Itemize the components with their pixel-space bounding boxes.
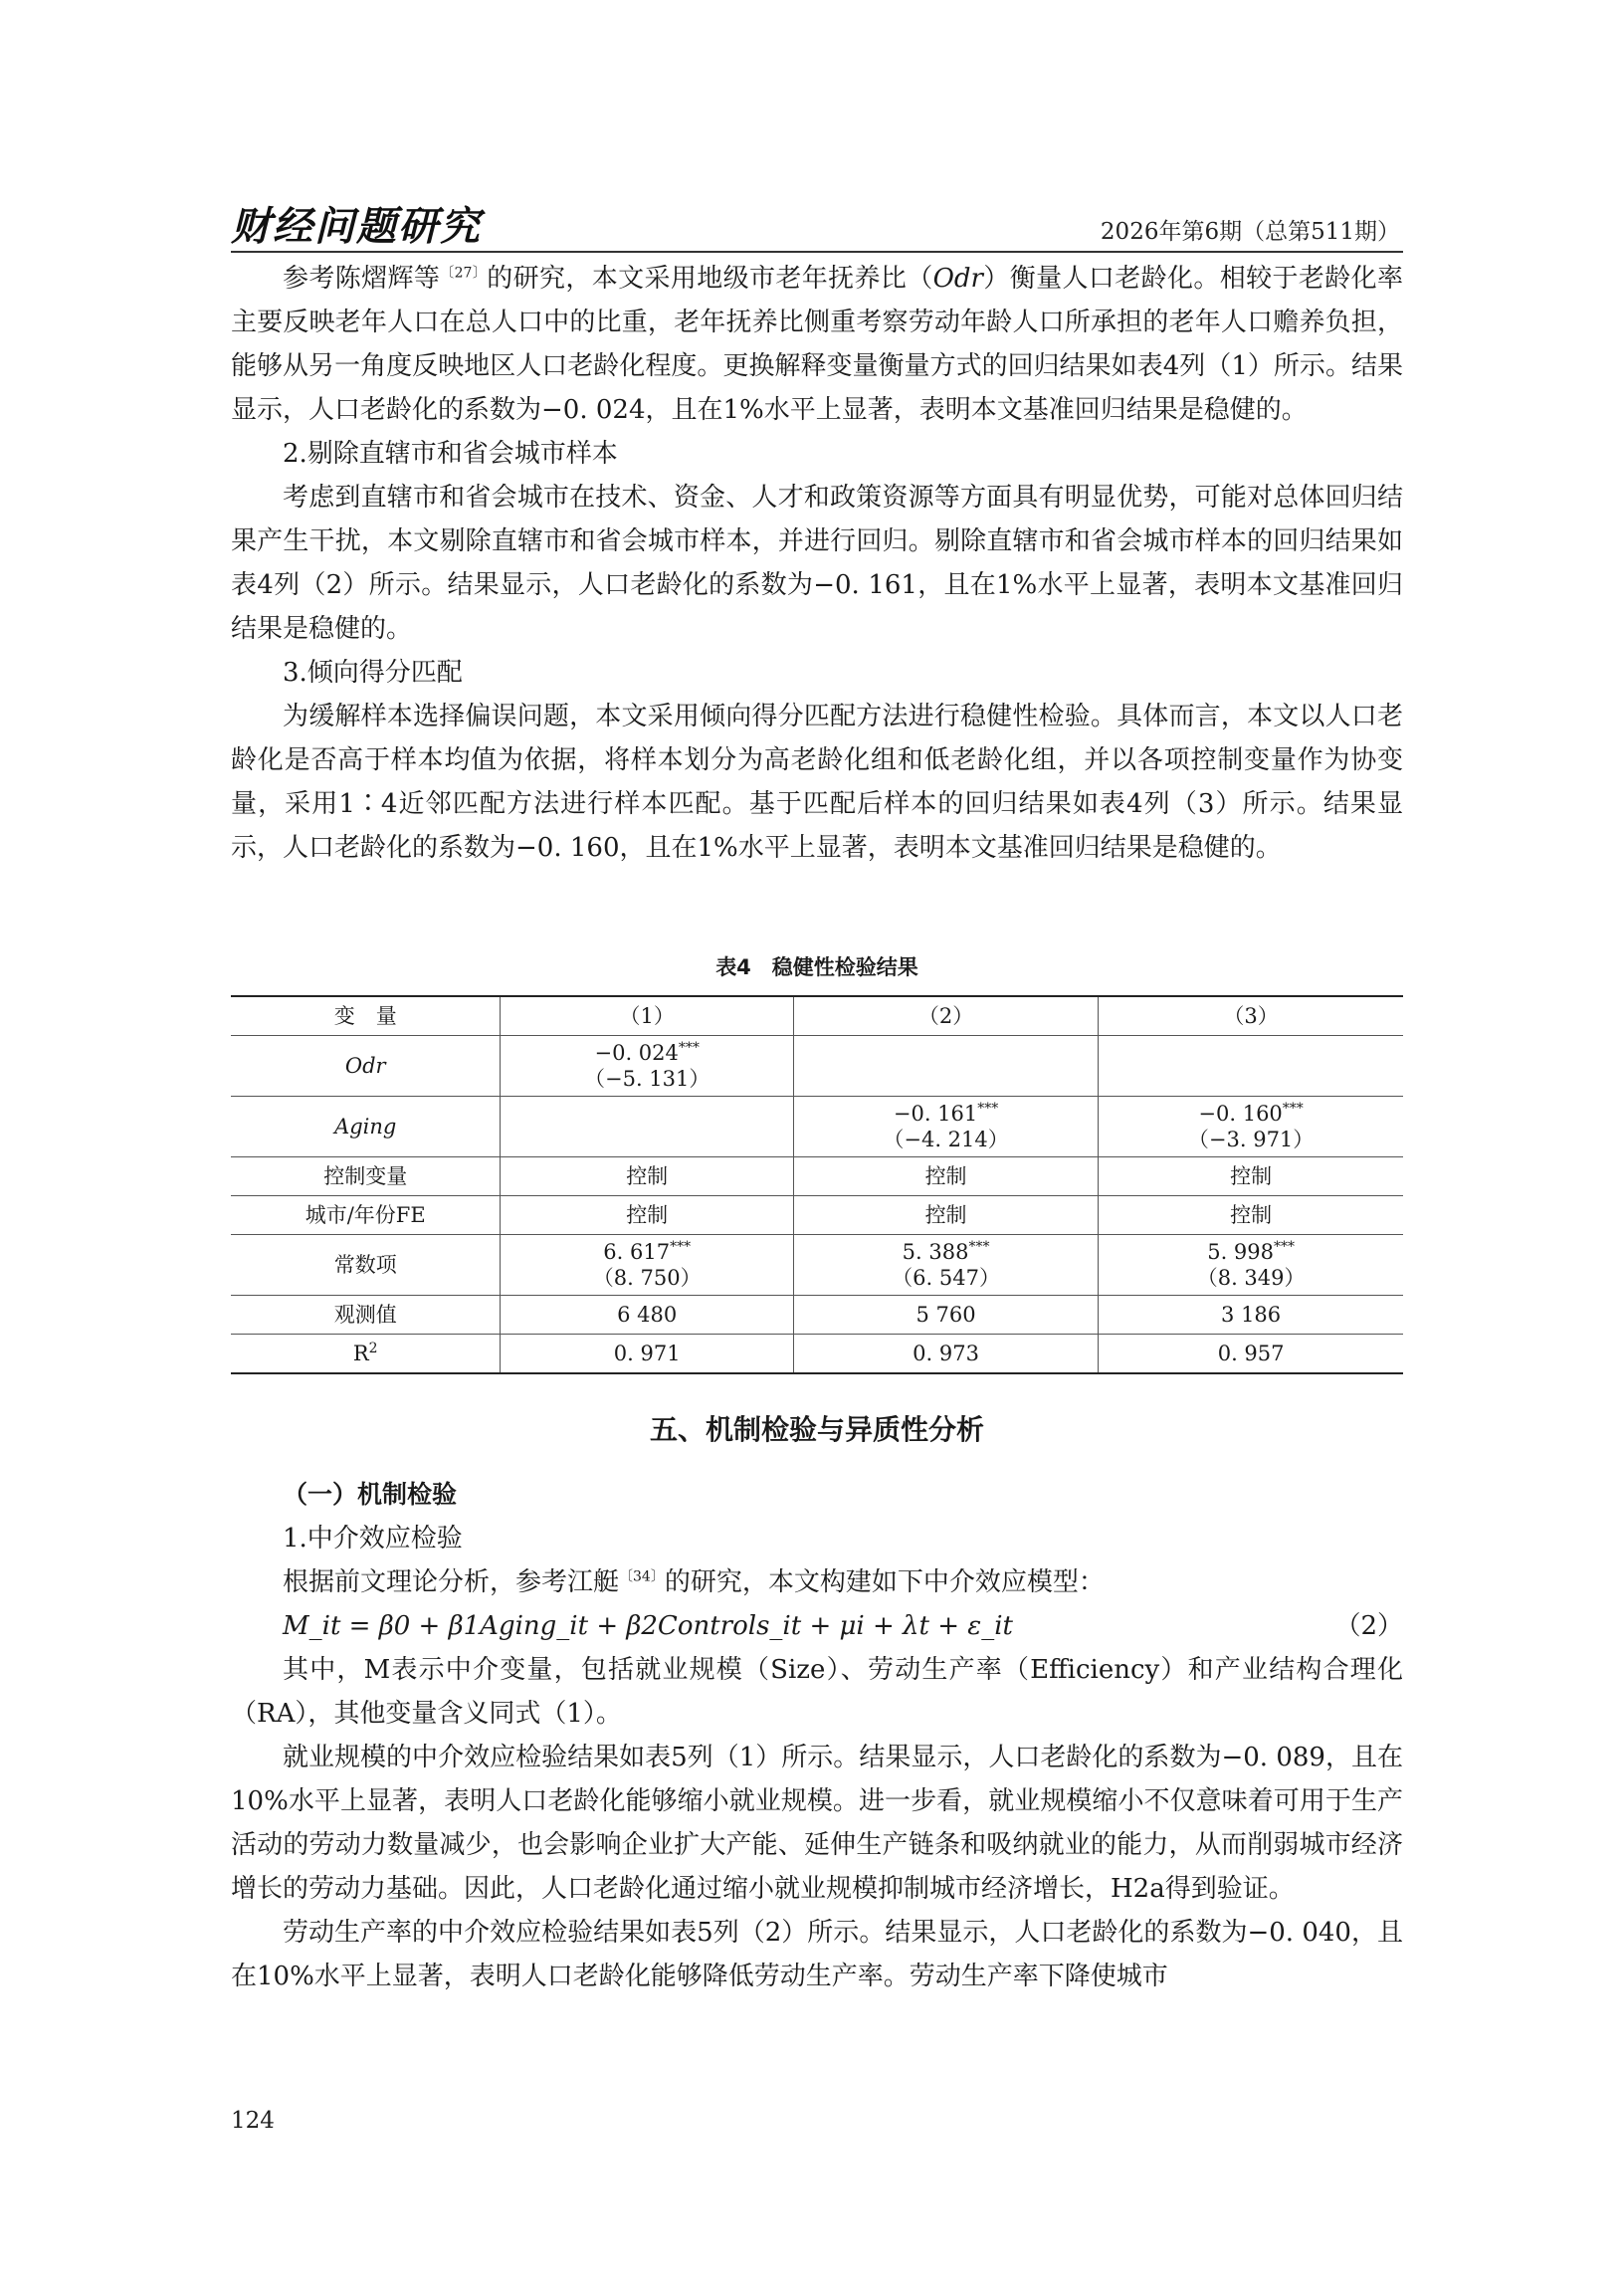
cell-obs-3: 3 186 — [1099, 1296, 1403, 1335]
journal-logo: 财经问题研究 — [231, 203, 482, 250]
cell-controls-2: 控制 — [793, 1157, 1098, 1196]
table-row-aging — [231, 1097, 1403, 1157]
cell-r2-2: 0. 973 — [793, 1335, 1098, 1374]
paragraph-exclude-cities: 考虑到直辖市和省会城市在技术、资金、人才和政策资源等方面具有明显优势，可能对总体回归结果产生干扰，本文剔除直辖市和省会城市样本，并进行回归。剔除直辖市和省会城市样本的回归结果如表4列（2）所示。结果显示，人口老龄化的系数为−0. 161，且在1%水平上显著，表明本文基准回归结果是稳健的。 — [231, 483, 1403, 644]
row-label-constant: 常数项 — [231, 1235, 501, 1296]
section-title-5: 五、机制检验与异质性分析 — [649, 1413, 984, 1446]
cell-obs-2: 5 760 — [793, 1296, 1098, 1335]
cell-odr-2 — [793, 1036, 1098, 1097]
paragraph-model-intro: 根据前文理论分析，参考江艇$^{〔34〕}$的研究，本文构建如下中介效应模型： — [283, 1567, 1105, 1597]
header-col-3: （3） — [1099, 996, 1403, 1036]
header-rule — [231, 251, 1403, 253]
paragraph-productivity: 劳动生产率的中介效应检验结果如表5列（2）所示。结果显示，人口老龄化的系数为−0. 040，且在10%水平上显著，表明人口老龄化能够降低劳动生产率。劳动生产率下降使城市 — [231, 1918, 1403, 1991]
subheading-exclude-cities: 2.剔除直辖市和省会城市样本 — [283, 439, 618, 469]
row-label-fe: 城市/年份FE — [231, 1196, 501, 1235]
cell-odr-1: −0. 024*** （−5. 131） — [501, 1036, 794, 1097]
row-label-controls: 控制变量 — [231, 1157, 501, 1196]
cell-aging-3: −0. 160*** （−3. 971） — [1099, 1097, 1403, 1157]
cell-const-1: 6. 617*** （8. 750） — [501, 1235, 794, 1296]
equation-2 — [231, 1604, 1403, 1648]
row-label-r2: $R^2$ — [231, 1335, 501, 1374]
subsection-mechanism: （一）机制检验 — [283, 1480, 458, 1509]
row-label-obs: 观测值 — [231, 1296, 501, 1335]
subheading-psm: 3.倾向得分匹配 — [283, 658, 463, 688]
body-top — [231, 257, 1403, 870]
equation-text: M_it = β0 + β1Aging_it + β2Controls_it + μi + λt + ε_it — [283, 1611, 1013, 1641]
header-col-1: （1） — [501, 996, 794, 1036]
cell-r2-3: 0. 957 — [1099, 1335, 1403, 1374]
cell-fe-1: 控制 — [501, 1196, 794, 1235]
table-row-controls — [231, 1157, 1403, 1196]
paragraph-employment: 就业规模的中介效应检验结果如表5列（1）所示。结果显示，人口老龄化的系数为−0. 089，且在10%水平上显著，表明人口老龄化能够缩小就业规模。进一步看，就业规模缩小不仅意味着可用于生产活动的劳动力数量减少，也会影响企业扩大产能、延伸生产链条和吸纳就业的能力，从而削弱城市经济增长的劳动力基础。因此，人口老龄化通过缩小就业规模抑制城市经济增长，H2a得到验证。 — [231, 1743, 1403, 1904]
cell-obs-1: 6 480 — [501, 1296, 794, 1335]
table-row-r2 — [231, 1335, 1403, 1374]
cell-const-2: 5. 388*** （6. 547） — [793, 1235, 1098, 1296]
paragraph-psm: 为缓解样本选择偏误问题，本文采用倾向得分匹配方法进行稳健性检验。具体而言，本文以人口老龄化是否高于样本均值为依据，将样本划分为高老龄化组和低老龄化组，并以各项控制变量作为协变量，采用1∶4近邻匹配方法进行样本匹配。基于匹配后样本的回归结果如表4列（3）所示。结果显示，人口老龄化的系数为−0. 160，且在1%水平上显著，表明本文基准回归结果是稳健的。 — [231, 702, 1403, 863]
header-col-2: （2） — [793, 996, 1098, 1036]
row-label-odr: Odr — [231, 1036, 501, 1097]
equation-number: （2） — [1334, 1611, 1403, 1641]
header-variable: 变 量 — [231, 996, 501, 1036]
table-row-odr — [231, 1036, 1403, 1097]
table-row-constant — [231, 1235, 1403, 1296]
cell-fe-3: 控制 — [1099, 1196, 1403, 1235]
table-caption: 表4 稳健性检验结果 — [715, 955, 918, 979]
paragraph-mediators: 其中，M表示中介变量，包括就业规模（Size）、劳动生产率（Efficiency）和产业结构合理化（RA），其他变量含义同式（1）。 — [231, 1655, 1403, 1729]
cell-const-3: 5. 998*** （8. 349） — [1099, 1235, 1403, 1296]
table-row-observations — [231, 1296, 1403, 1335]
body-bottom — [231, 1473, 1403, 1998]
subheading-mediation: 1.中介效应检验 — [283, 1524, 463, 1554]
table-header-row — [231, 996, 1403, 1036]
cell-fe-2: 控制 — [793, 1196, 1098, 1235]
cell-aging-1 — [501, 1097, 794, 1157]
cell-controls-3: 控制 — [1099, 1157, 1403, 1196]
cell-r2-1: 0. 971 — [501, 1335, 794, 1374]
robustness-table — [231, 995, 1403, 1374]
cell-aging-2: −0. 161*** （−4. 214） — [793, 1097, 1098, 1157]
paragraph-odr: 参考陈熠辉等$^{〔27〕}$的研究，本文采用地级市老年抚养比（Odr）衡量人口老龄化。相较于老龄化率主要反映老年人口在总人口中的比重，老年抚养比侧重考察劳动年龄人口所承担的老年人口赡养负担，能够从另一角度反映地区人口老龄化程度。更换解释变量衡量方式的回归结果如表4列（1）所示。结果显示，人口老龄化的系数为−0. 024，且在1%水平上显著，表明本文基准回归结果是稳健的。 — [231, 264, 1403, 425]
citation-34[interactable]: 〔34〕 — [619, 1568, 665, 1585]
cell-odr-3 — [1099, 1036, 1403, 1097]
row-label-aging: Aging — [231, 1097, 501, 1157]
page-number: 124 — [231, 2108, 275, 2134]
table-row-fe — [231, 1196, 1403, 1235]
cell-controls-1: 控制 — [501, 1157, 794, 1196]
citation-27[interactable]: 〔27〕 — [440, 265, 488, 282]
issue-info: 2026年第6期（总第511期） — [1100, 219, 1400, 245]
